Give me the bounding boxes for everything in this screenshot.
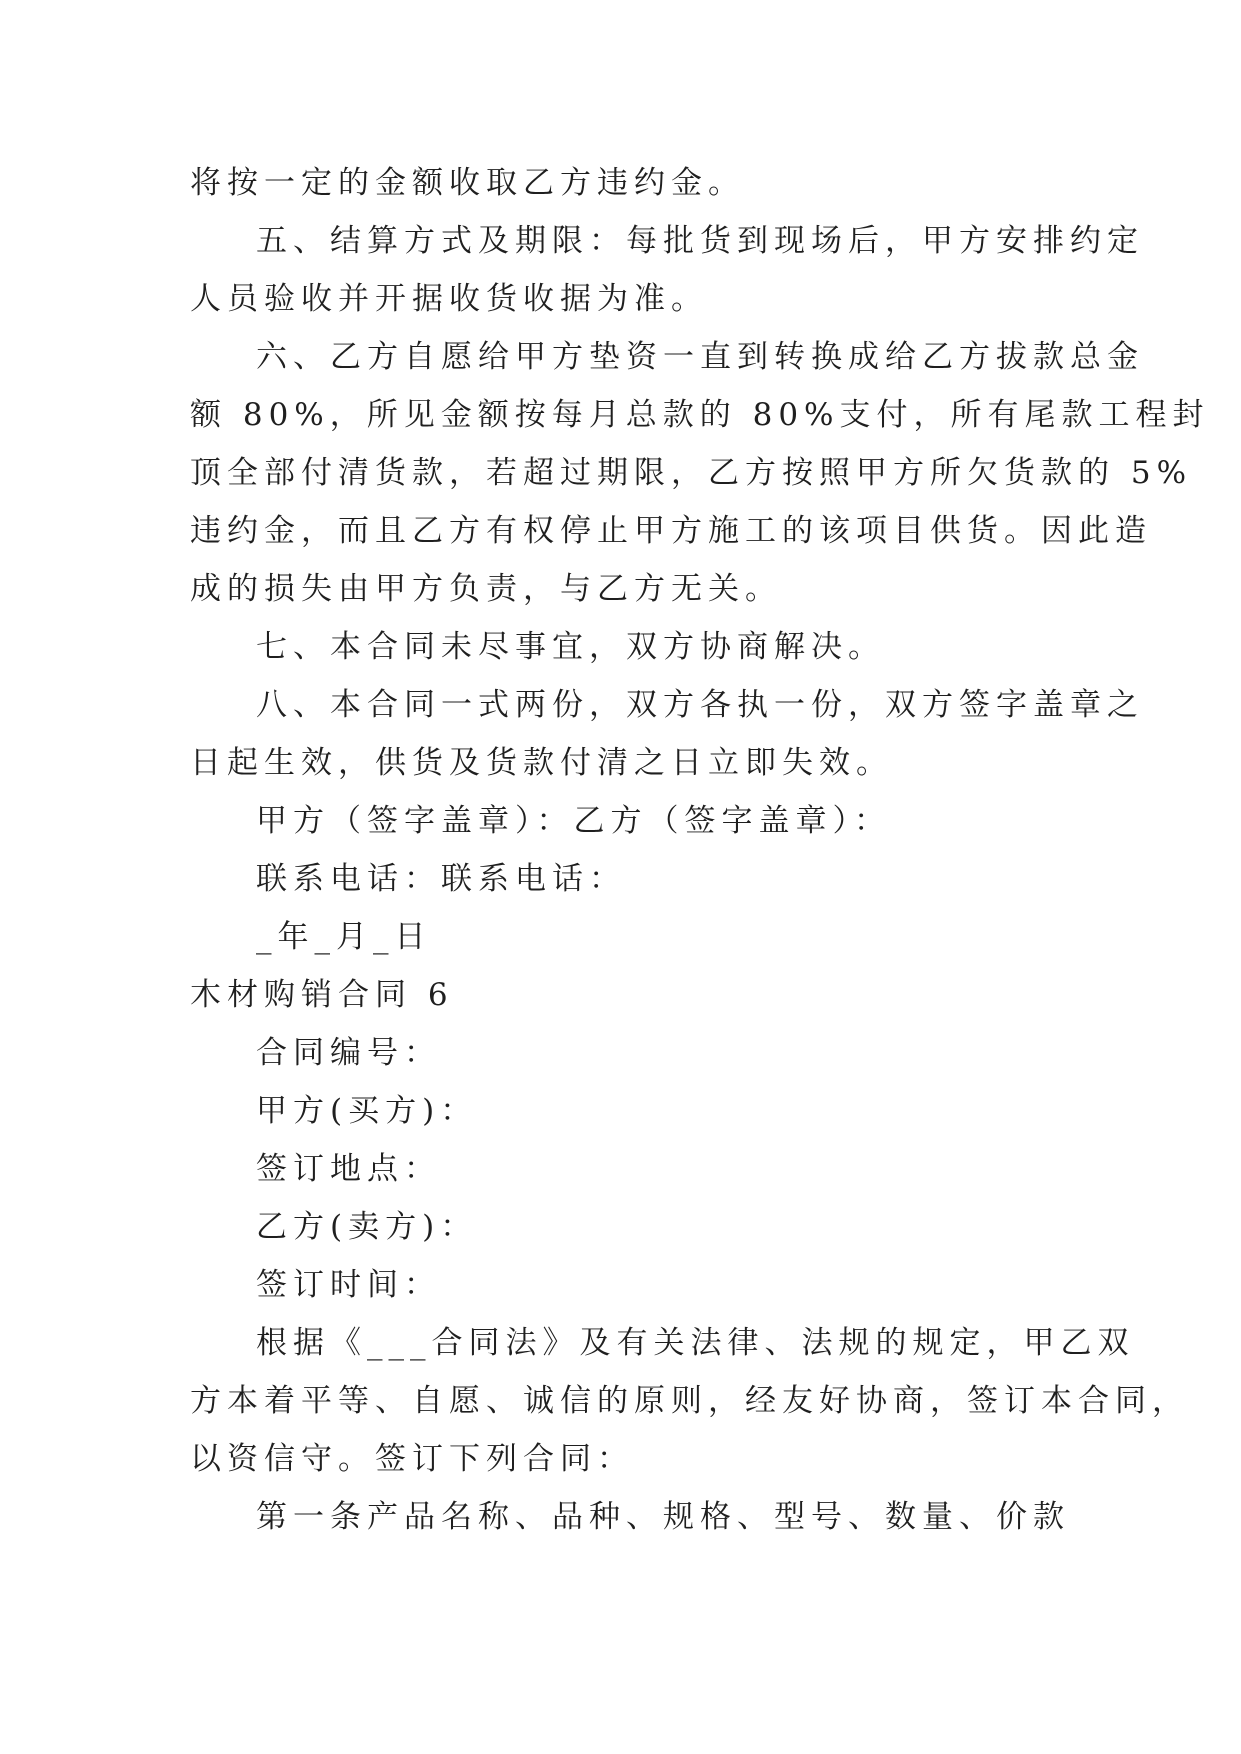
date-line: _年_月_日 [256, 919, 432, 955]
paragraph-line: 根据《___合同法》及有关法律、法规的规定，甲乙双 [256, 1325, 1135, 1361]
paragraph-line: 将按一定的金额收取乙方违约金。 [190, 165, 745, 201]
paragraph-line: 七、本合同未尽事宜，双方协商解决。 [256, 629, 885, 665]
field-line: 签订时间： [256, 1267, 441, 1303]
signature-line: 甲方（签字盖章）：乙方（签字盖章）： [256, 803, 891, 839]
field-line: 乙方(卖方)： [256, 1209, 478, 1245]
paragraph-line: 顶全部付清货款，若超过期限，乙方按照甲方所欠货款的 5% [190, 455, 1193, 491]
paragraph-line: 六、乙方自愿给甲方垫资一直到转换成给乙方拔款总金 [256, 339, 1144, 375]
phone-line: 联系电话：联系电话： [256, 861, 626, 897]
paragraph-line: 成的损失由甲方负责，与乙方无关。 [190, 571, 782, 607]
paragraph-line: 违约金，而且乙方有权停止甲方施工的该项目供货。因此造 [190, 513, 1152, 549]
field-line: 合同编号： [256, 1035, 441, 1071]
field-line: 签订地点： [256, 1151, 441, 1187]
field-line: 甲方(买方)： [256, 1093, 478, 1129]
contract-title: 木材购销合同 6 [190, 977, 454, 1013]
paragraph-line: 八、本合同一式两份，双方各执一份，双方签字盖章之 [256, 687, 1144, 723]
paragraph-line: 五、结算方式及期限：每批货到现场后，甲方安排约定 [256, 223, 1144, 259]
paragraph-line: 额 80%，所见金额按每月总款的 80%支付，所有尾款工程封 [190, 397, 1210, 433]
paragraph-line: 日起生效，供货及货款付清之日立即失效。 [190, 745, 893, 781]
paragraph-line: 以资信守。签订下列合同： [190, 1441, 634, 1477]
paragraph-line: 方本着平等、自愿、诚信的原则，经友好协商，签订本合同， [190, 1383, 1189, 1419]
paragraph-line: 第一条产品名称、品种、规格、型号、数量、价款 [256, 1499, 1070, 1535]
paragraph-line: 人员验收并开据收货收据为准。 [190, 281, 708, 317]
